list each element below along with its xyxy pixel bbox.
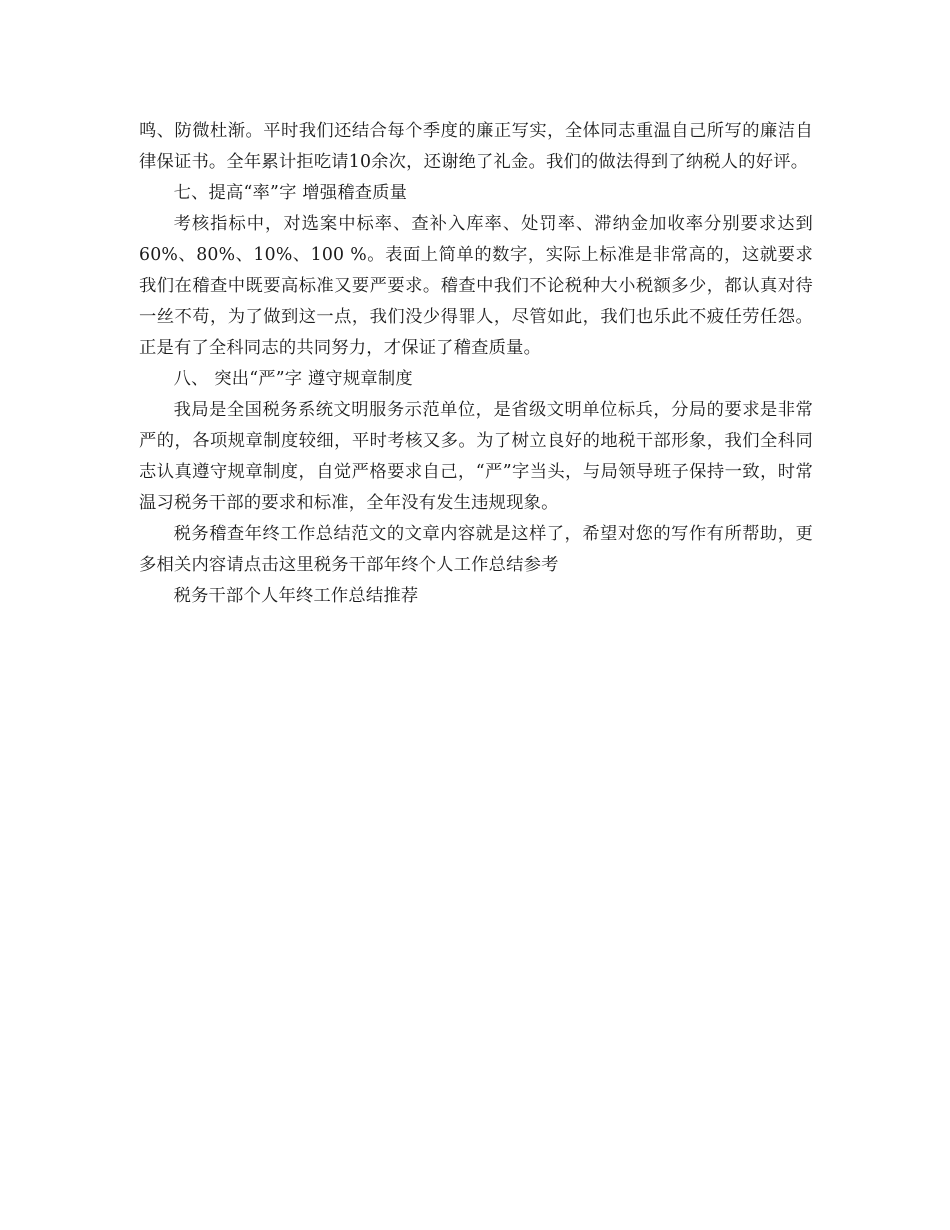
paragraph-assessment-rates: 考核指标中，对选案中标率、查补入库率、处罚率、滞纳金加收率分别要求达到60%、80%、10%、100 %。表面上简单的数字，实际上标准是非常高的，这就要求我们在稽查中既要高标准又要严要求。稽查中我们不论税种大小税额多少，都认真对待一丝不苟，为了做到这一点，我们没少得罪人，尽管如此，我们也乐此不疲任劳任怨。正是有了全科同志的共同努力，才保证了稽查质量。	[139, 214, 813, 358]
document-body	[139, 116, 813, 612]
paragraph-recommendation: 税务干部个人年终工作总结推荐	[173, 586, 419, 606]
paragraph-rules-discipline: 我局是全国税务系统文明服务示范单位，是省级文明单位标兵，分局的要求是非常严的，各项规章制度较细，平时考核又多。为了树立良好的地税干部形象，我们全科同志认真遵守规章制度，自觉严格要求自己，“严”字当头，与局领导班子保持一致，时常温习税务干部的要求和标准，全年没有发生违规现象。	[139, 400, 813, 513]
section-heading-8: 八、 突出“严”字 遵守规章制度	[173, 369, 413, 389]
paragraph-continuation: 鸣、防微杜渐。平时我们还结合每个季度的廉正写实，全体同志重温自己所写的廉洁自律保证书。全年累计拒吃请10余次，还谢绝了礼金。我们的做法得到了纳税人的好评。	[139, 121, 813, 172]
section-heading-7: 七、提高“率”字 增强稽查质量	[173, 183, 408, 203]
paragraph-closing-note: 税务稽查年终工作总结范文的文章内容就是这样了，希望对您的写作有所帮助，更多相关内容请点击这里税务干部年终个人工作总结参考	[139, 524, 813, 575]
